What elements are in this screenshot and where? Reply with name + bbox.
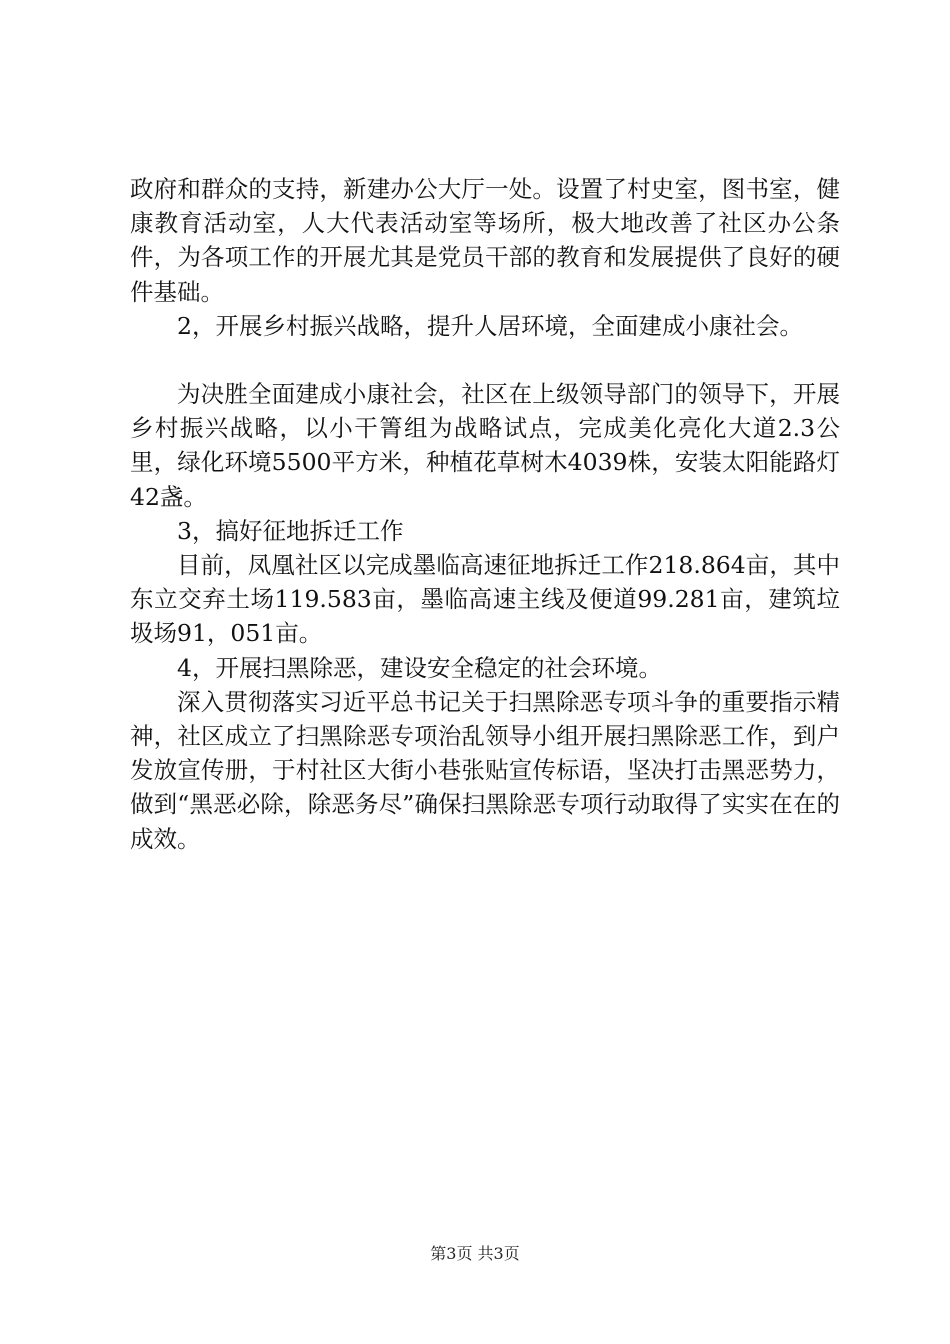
paragraph-rural-revitalization: 为决胜全面建成小康社会，社区在上级领导部门的领导下，开展乡村振兴战略，以小干箐组为战略试点，完成美化亮化大道2.3公里，绿化环境5500平方米，种植花草树木4039株，安装太阳能路灯42盏。 (130, 380, 840, 511)
section-heading-3: 3，搞好征地拆迁工作 (177, 516, 404, 545)
document-body (130, 172, 840, 856)
paragraph-continuation: 政府和群众的支持，新建办公大厅一处。设置了村史室，图书室，健康教育活动室，人大代表活动室等场所，极大地改善了社区办公条件，为各项工作的开展尤其是党员干部的教育和发展提供了良好的硬件基础。 (130, 175, 840, 306)
paragraph-spacer (130, 343, 840, 377)
paragraph-anti-crime: 深入贯彻落实习近平总书记关于扫黑除恶专项斗争的重要指示精神，社区成立了扫黑除恶专项治乱领导小组开展扫黑除恶工作，到户发放宣传册，于村社区大街小巷张贴宣传标语，坚决打击黑恶势力，做到“黑恶必除，除恶务尽”确保扫黑除恶专项行动取得了实实在在的成效。 (130, 687, 840, 853)
section-heading-4: 4，开展扫黑除恶，建设安全稳定的社会环境。 (177, 653, 662, 682)
page-footer: 第3页 共3页 (430, 1244, 520, 1263)
paragraph-land-acquisition: 目前，凤凰社区以完成墨临高速征地拆迁工作218.864亩，其中东立交弃土场119.583亩，墨临高速主线及便道99.281亩，建筑垃圾场91，051亩。 (130, 551, 840, 648)
section-heading-2: 2，开展乡村振兴战略，提升人居环境，全面建成小康社会。 (177, 311, 803, 340)
